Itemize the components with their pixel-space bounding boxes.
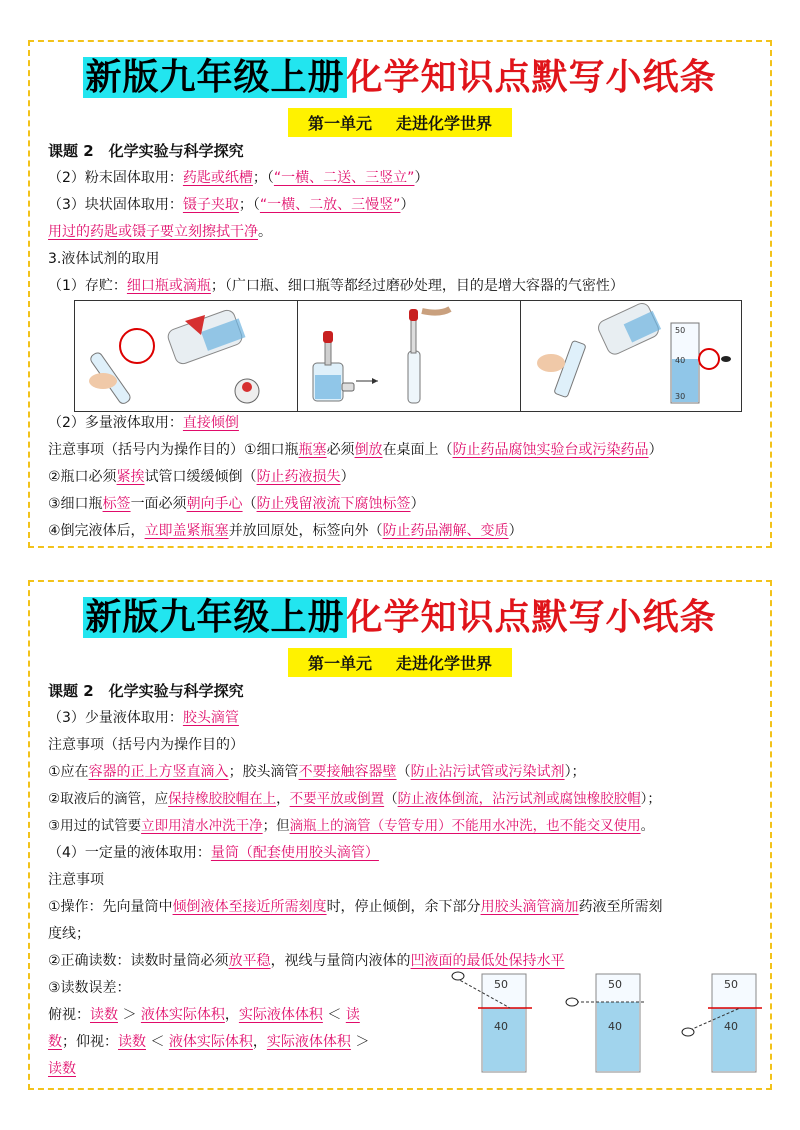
text-line: 度线；: [48, 926, 90, 942]
text-line: 注意事项（括号内为操作目的）①细口瓶瓶塞必须倒放在桌面上（防止药品腐蚀实验台或污染药品）: [48, 442, 663, 458]
title-red-part: 化学知识点默写小纸条: [346, 597, 717, 638]
text-line: ②正确读数：读数时量筒必须放平稳，视线与量筒内液体的凹液面的最低处保持水平: [48, 953, 565, 969]
text-line: （4）一定量的液体取用：量筒（配套使用胶头滴管）: [48, 845, 379, 861]
svg-text:30: 30: [675, 392, 686, 401]
svg-text:50: 50: [724, 978, 738, 991]
text-line: ③读数误差：: [48, 980, 131, 996]
page-title: [83, 592, 716, 644]
text-line: （2）多量液体取用：直接倾倒: [48, 415, 239, 431]
text-line: 3.液体试剂的取用: [48, 251, 160, 267]
unit-badge: 第一单元 走进化学世界: [288, 108, 512, 137]
svg-text:50: 50: [675, 326, 686, 335]
illustration-strip: [74, 300, 742, 412]
text-line: （3）块状固体取用：镊子夹取；（“一横、二放、三慢竖”）: [48, 197, 415, 213]
cylinder-bottom-view: [682, 974, 762, 1072]
page-title: [83, 52, 716, 104]
text-line: ②取液后的滴管，应保持橡胶胶帽在上，不要平放或倒置（防止液体倒流，沾污试剂或腐蚀橡胶胶帽）；: [48, 791, 661, 807]
cylinder-top-view: [452, 972, 532, 1072]
card-1-content-lower: [48, 410, 756, 545]
text-line: 用过的药匙或镊子要立刻擦拭干净。: [48, 224, 272, 240]
text-line: ④倒完液体后，立即盖紧瓶塞并放回原处，标签向外（防止药品潮解、变质）: [48, 523, 523, 539]
text-line: ②瓶口必须紧挨试管口缓缓倾倒（防止药液损失）: [48, 469, 355, 485]
title-red-part: 化学知识点默写小纸条: [346, 57, 717, 98]
svg-text:40: 40: [494, 1020, 508, 1033]
text-line: （2）粉末固体取用：药匙或纸槽；（“一横、二送、三竖立”）: [48, 170, 429, 186]
title-black-part: 新版九年级上册: [85, 57, 345, 98]
text-line: ③用过的试管要立即用清水冲洗干净；但滴瓶上的滴管（专管专用）不能用水冲洗，也不能交叉使用。: [48, 818, 655, 834]
lesson-heading: 课题 2 化学实验与科学探究: [48, 142, 244, 160]
text-line: ③细口瓶标签一面必须朝向手心（防止残留液流下腐蚀标签）: [48, 496, 425, 512]
note-card-2: [28, 580, 772, 1090]
text-line: 注意事项（括号内为操作目的）: [48, 737, 244, 753]
cylinder-illustration: [521, 301, 743, 411]
text-line: ①应在容器的正上方竖直滴入；胶头滴管不要接触容器壁（防止沾污试管或污染试剂）；: [48, 764, 586, 780]
photo-pouring: [75, 301, 298, 411]
svg-text:40: 40: [675, 356, 686, 365]
text-line: 注意事项: [48, 872, 104, 888]
card-1-content: [48, 138, 756, 300]
pouring-illustration: [75, 301, 297, 411]
svg-text:50: 50: [608, 978, 622, 991]
text-line: （1）存贮：细口瓶或滴瓶；（广口瓶、细口瓶等都经过磨砂处理，目的是增大容器的气密性）: [48, 278, 624, 294]
text-line: 读数: [48, 1061, 76, 1077]
svg-text:40: 40: [724, 1020, 738, 1033]
title-black-part: 新版九年级上册: [85, 597, 345, 638]
note-card-1: [28, 40, 772, 548]
svg-text:40: 40: [608, 1020, 622, 1033]
unit-badge: 第一单元 走进化学世界: [288, 648, 512, 677]
svg-text:50: 50: [494, 978, 508, 991]
text-line: ①操作：先向量筒中倾倒液体至接近所需刻度时，停止倾倒，余下部分用胶头滴管滴加药液至所需刻: [48, 899, 663, 915]
text-line: 数；仰视：读数 ＜ 液体实际体积，实际液体体积 ＞: [48, 1034, 370, 1050]
photo-dropper: [298, 301, 521, 411]
reading-error-diagram: [450, 968, 770, 1078]
cylinder-level-view: [566, 974, 646, 1072]
text-line: （3）少量液体取用：胶头滴管: [48, 710, 239, 726]
lesson-heading: 课题 2 化学实验与科学探究: [48, 682, 244, 700]
dropper-illustration: [298, 301, 520, 411]
text-line: 俯视：读数 ＞ 液体实际体积，实际液体体积 ＜ 读: [48, 1007, 360, 1023]
photo-cylinder: [521, 301, 743, 411]
